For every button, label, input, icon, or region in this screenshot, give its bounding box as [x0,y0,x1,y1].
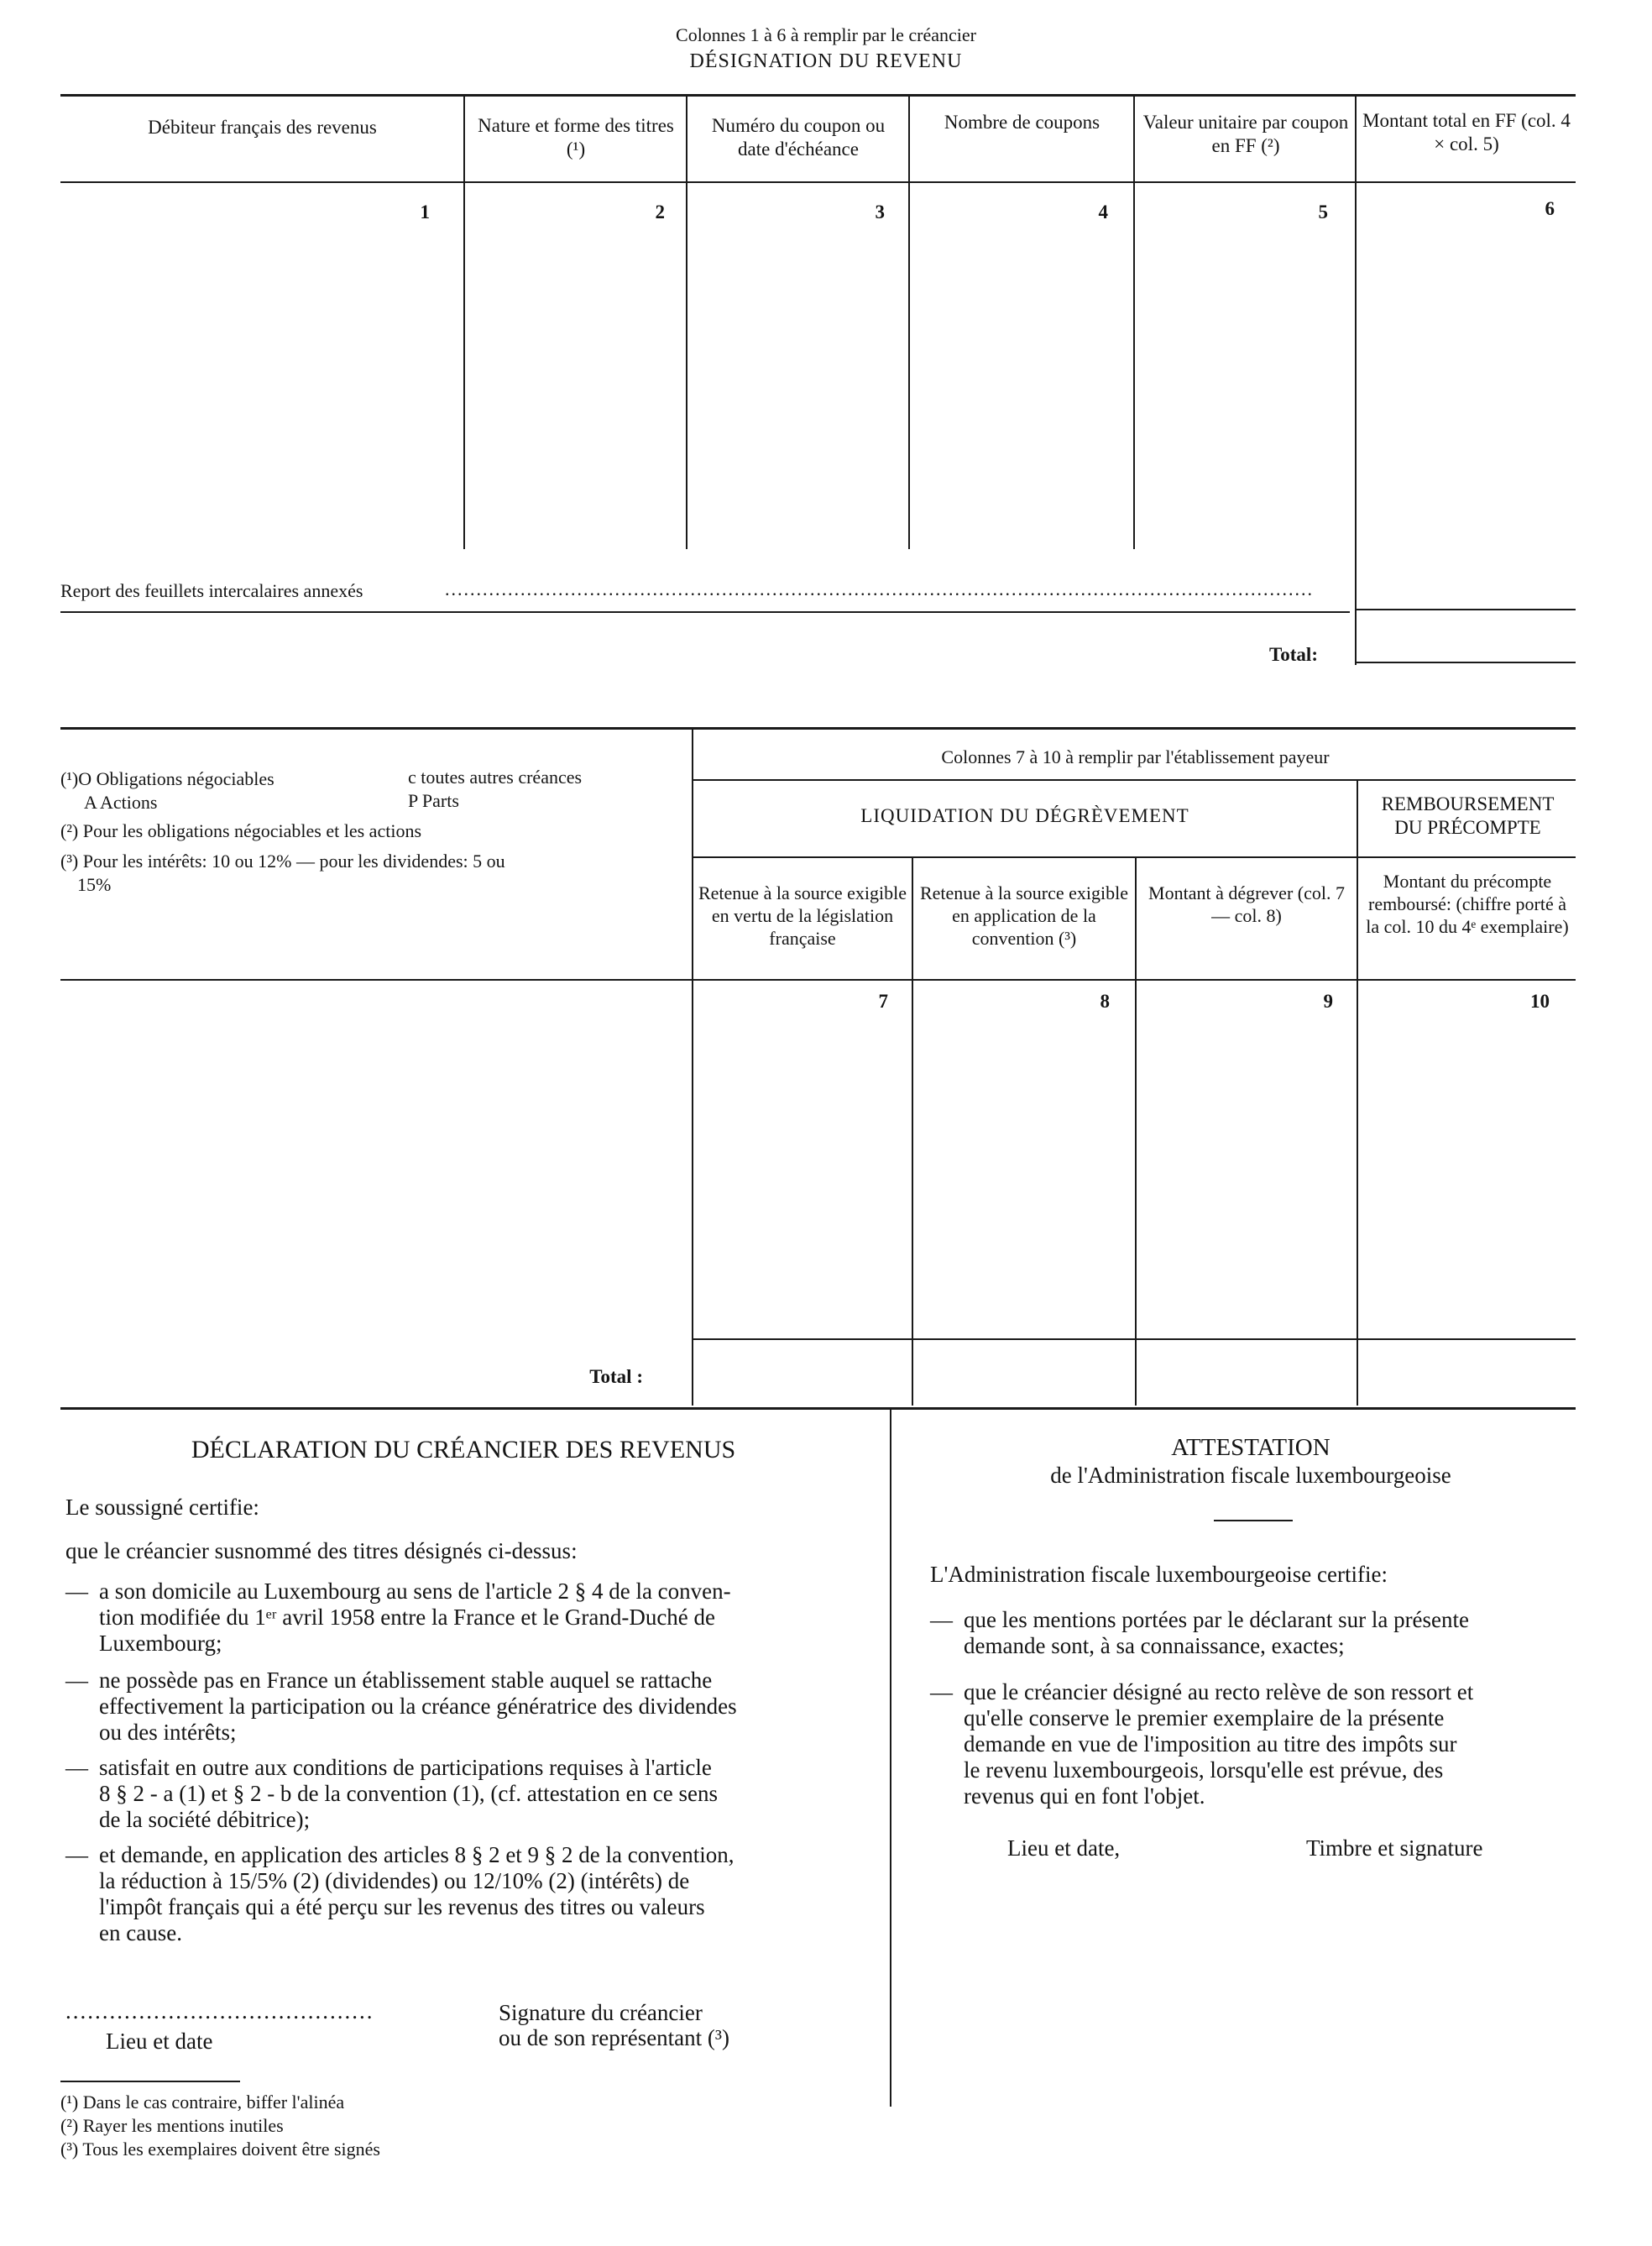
note-1c: A Actions [84,792,158,813]
col-number: 1 [420,202,430,223]
note-1d: P Parts [408,790,459,811]
attestation-item-line: revenus qui en font l'objet. [964,1783,1205,1809]
footnote: (³) Tous les exemplaires doivent être signés [60,2139,380,2160]
attestation-place-date: Lieu et date, [1007,1835,1121,1861]
col-header-retenue-conv: Retenue à la source exigible en application de la convention (³) [919,882,1128,949]
col-number: 3 [875,202,885,223]
attestation-item-line: demande en vue de l'imposition au titre des impôts sur [964,1731,1457,1756]
report-label: Report des feuillets intercalaires annexés [60,580,363,601]
total-label: Total: [1269,644,1318,665]
declaration-item [65,1842,888,1951]
col-header-nombre: Nombre de coupons [944,112,1100,133]
table1-col-divider [463,96,465,549]
remboursement-title-2: DU PRÉCOMPTE [1394,817,1541,838]
declaration-item [65,1667,888,1751]
col-header-coupon: Numéro du coupon ou date d'échéance [711,115,886,160]
signature-label-2: ou de son représentant (³) [499,2025,729,2050]
attestation-item-line: demande sont, à sa connaissance, exactes; [964,1633,1345,1658]
table2-total-rule [693,1338,1576,1340]
dash: — [930,1607,953,1632]
col-number: 4 [1098,202,1108,223]
remboursement-title-1: REMBOURSEMENT [1381,793,1555,814]
col-header-montant: Montant total en FF (col. 4 × col. 5) [1362,110,1571,154]
table2-col-divider [1135,858,1137,1406]
report-rule [60,611,1350,613]
col-header-nature: Nature et forme des titres (¹) [478,115,674,160]
attestation-rule [1214,1520,1293,1521]
table2-col-divider [1357,781,1358,1406]
declaration-title: DÉCLARATION DU CRÉANCIER DES REVENUS [191,1436,736,1463]
declaration-item [65,1755,888,1839]
table1-col-divider [908,96,910,549]
attestation-item [930,1679,1585,1814]
table1-col-divider [1133,96,1135,549]
section-divider [890,1410,891,2107]
signature-dots: .......................................... [65,1998,374,2023]
attestation-item-line: qu'elle conserve le premier exemplaire de la présente [964,1705,1445,1730]
col-header-precompte: Montant du précompte remboursé: (chiffre porté à la col. 10 du 4ᵉ exemplaire) [1366,871,1569,937]
footnote-rule [60,2081,240,2082]
attestation-item-line: que le créancier désigné au recto relève de son ressort et [964,1679,1474,1704]
col-number: 9 [1323,991,1333,1012]
col-number: 5 [1318,202,1328,223]
footnote: (¹) Dans le cas contraire, biffer l'alinéa [60,2092,345,2112]
declaration-item-line: la réduction à 15/5% (2) (dividendes) ou 12/10% (2) (intérêts) de [99,1868,690,1893]
footnote: (²) Rayer les mentions inutiles [60,2115,284,2136]
dash: — [65,1578,88,1604]
section-title-revenu: DÉSIGNATION DU REVENU [689,50,963,72]
col-header-retenue-fr: Retenue à la source exigible en vertu de la législation française [698,882,907,949]
dash: — [65,1667,88,1693]
declaration-item-line: Luxembourg; [99,1631,222,1656]
col-header-debiteur: Débiteur français des revenus [148,117,377,138]
fill-instruction-payer: Colonnes 7 à 10 à remplir par l'établissement payeur [941,746,1330,767]
declaration-item-line: l'impôt français qui a été perçu sur les revenus des titres ou valeurs [99,1894,705,1919]
dash: — [930,1679,953,1704]
declaration-item-line: satisfait en outre aux conditions de participations requises à l'article [99,1755,712,1780]
col-number: 6 [1545,198,1555,219]
declaration-item-line: ou des intérêts; [99,1720,237,1745]
col-number: 10 [1530,991,1550,1012]
signature-label-1: Signature du créancier [499,2000,703,2025]
declaration-item-line: de la société débitrice); [99,1807,311,1832]
col-header-valeur: Valeur unitaire par coupon en FF (²) [1142,112,1349,156]
attestation-intro: L'Administration fiscale luxembourgeoise certifie: [930,1562,1388,1587]
dash: — [65,1842,88,1867]
dash: — [65,1755,88,1780]
declaration-item-line: effectivement la participation ou la créance génératrice des dividendes [99,1694,737,1719]
declaration-item-line: tion modifiée du 1ᵉʳ avril 1958 entre la France et le Grand-Duché de [99,1605,716,1630]
table1-col-divider [686,96,687,549]
table2-bottom-rule [60,1407,1576,1410]
table2-col-divider [692,730,693,1406]
table2-subheader-rule [693,856,1576,858]
table1-header-rule [60,181,1576,183]
declaration-item-line: 8 § 2 - a (1) et § 2 - b de la convention (1), (cf. attestation en ce sens [99,1781,718,1806]
table2-col-divider [912,858,913,1406]
note-3b: 15% [77,874,112,895]
declaration-intro-1: Le soussigné certifie: [65,1495,259,1520]
declaration-item-line: en cause. [99,1920,182,1945]
declaration-item [65,1578,888,1662]
declaration-item-line: et demande, en application des articles 8 § 2 et 9 § 2 de la convention, [99,1842,735,1867]
total-amount-rule [1355,662,1576,663]
fill-instruction-creditor: Colonnes 1 à 6 à remplir par le créancier [676,24,976,45]
attestation-item [930,1607,1585,1666]
table2-instruction-rule [693,779,1576,781]
place-date-label: Lieu et date [106,2029,213,2054]
col-header-degrever: Montant à dégrever (col. 7 — col. 8) [1148,882,1345,926]
attestation-item-line: que les mentions portées par le déclarant sur la présente [964,1607,1470,1632]
declaration-intro-2: que le créancier susnommé des titres désignés ci-dessus: [65,1538,578,1563]
liquidation-title: LIQUIDATION DU DÉGRÈVEMENT [860,805,1189,826]
table1-top-rule [60,94,1576,97]
note-3a: (³) Pour les intérêts: 10 ou 12% — pour les dividendes: 5 ou [60,851,505,872]
table1-col-divider [1355,96,1357,665]
col-number: 7 [878,991,888,1012]
note-1a: (¹)O Obligations négociables [60,768,274,789]
table2-header-rule [60,979,1576,981]
total-label-2: Total : [589,1366,643,1387]
attestation-item-line: le revenu luxembourgeois, lorsqu'elle est prévue, des [964,1757,1444,1783]
note-2: (²) Pour les obligations négociables et les actions [60,820,421,841]
note-1b: c toutes autres créances [408,767,583,788]
attestation-subtitle: de l'Administration fiscale luxembourgeoise [1050,1463,1451,1488]
declaration-item-line: a son domicile au Luxembourg au sens de l'article 2 § 4 de la conven- [99,1578,731,1604]
attestation-title: ATTESTATION [1171,1434,1330,1461]
stamp-signature-label: Timbre et signature [1306,1835,1483,1861]
col-number: 2 [655,202,665,223]
report-dots: .......................................................................................................................................... [445,579,1314,599]
declaration-item-line: ne possède pas en France un établissement stable auquel se rattache [99,1667,713,1693]
table2-top-rule [60,727,1576,730]
report-amount-rule [1355,609,1576,610]
col-number: 8 [1100,991,1110,1012]
